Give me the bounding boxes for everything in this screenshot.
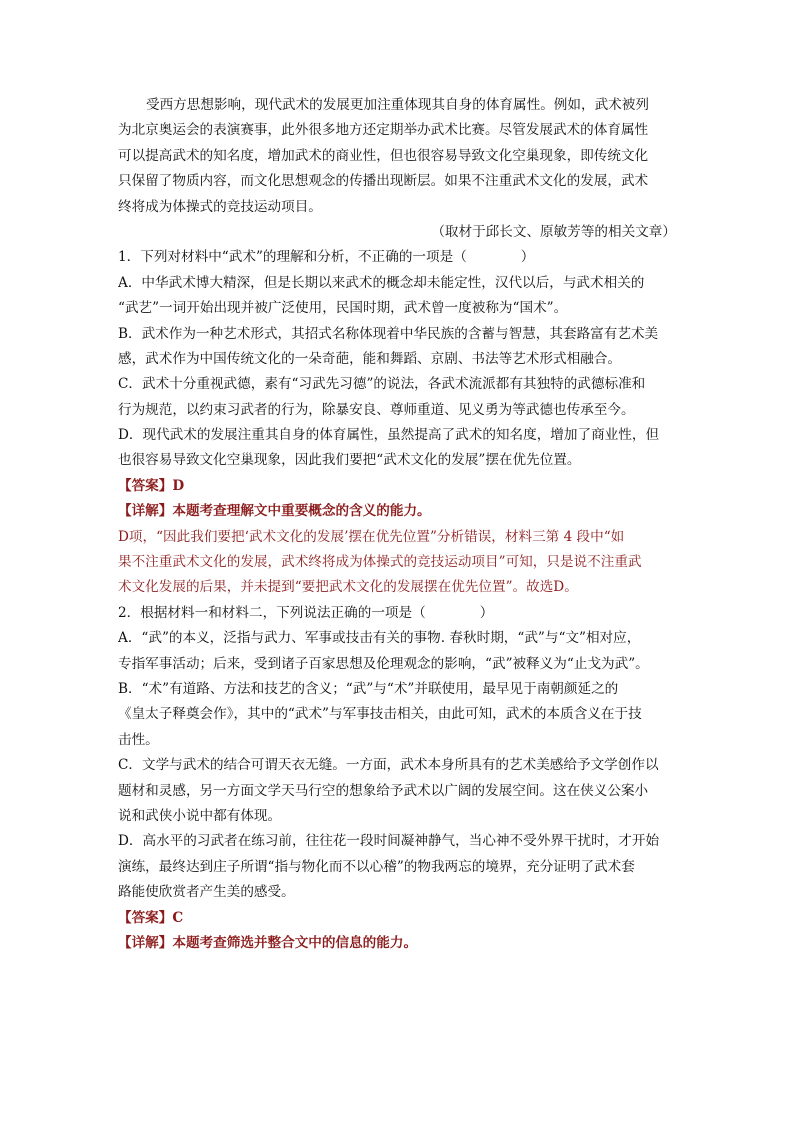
question-1-option-line: A．中华武术博大精深，但是长期以来武术的概念却未能定性，汉代以后，与武术相关的 bbox=[118, 274, 645, 291]
question-1-option-line: 行为规范，以约束习武者的行为，除暴安良、尊师重道、见义勇为等武德也传承至今。 bbox=[118, 401, 635, 418]
intro-line-4: 只保留了物质内容，而文化思想观念的传播出现断层。如果不注重武术文化的发展，武术 bbox=[118, 173, 649, 190]
question-2-answer: 【答案】C bbox=[118, 909, 184, 926]
intro-line-1: 受西方思想影响，现代武术的发展更加注重体现其自身的体育属性。例如，武术被列 bbox=[146, 97, 649, 113]
question-1-option-line: D．现代武术的发展注重其自身的体育属性，虽然提高了武术的知名度，增加了商业性，但 bbox=[118, 427, 660, 444]
question-1-explanation-line: 果不注重武术文化的发展，武术终将成为体操式的竞技运动项目”可知，只是说不注重武 bbox=[118, 554, 642, 571]
question-2-option-line: C．文学与武术的结合可谓天衣无缝。一方面，武术本身所具有的艺术美感给予文学创作以 bbox=[118, 757, 659, 774]
question-1-explanation-line: 术文化发展的后果，并未提到“要把武术文化的发展摆在优先位置”。故选D。 bbox=[118, 579, 578, 596]
question-2-option-line: 路能使欣赏者产生美的感受。 bbox=[118, 884, 295, 901]
intro-line-3: 可以提高武术的知名度，增加武术的商业性，但也很容易导致文化空巢现象，即传统文化 bbox=[118, 147, 649, 164]
question-1-answer: 【答案】D bbox=[118, 477, 185, 494]
question-2-option-line: 演练，最终达到庄子所谓“指与物化而不以心稽”的物我两忘的境界，充分证明了武术套 bbox=[118, 858, 635, 875]
question-1-stem bbox=[118, 245, 678, 270]
question-2-option-line: A．“武”的本义，泛指与武力、军事或技击有关的事物. 春秋时期，“武”与“文”相对应， bbox=[118, 630, 641, 647]
question-1-stem-text: 1．下列对材料中“武术”的理解和分析，不正确的一项是（ bbox=[118, 249, 467, 266]
source-citation: （取材于邱长文、原敏芳等的相关文章） bbox=[431, 223, 676, 240]
question-1-option-line: “武艺”一词开始出现并被广泛使用，民国时期，武术曾一度被称为“国术”。 bbox=[118, 300, 568, 317]
question-2-option-line: B．“术”有道路、方法和技艺的含义；“武”与“术”并联使用，最早见于南朝颜延之的 bbox=[118, 680, 619, 697]
question-2-option-line: 《皇太子释奠会作》，其中的“武术”与军事技击相关，由此可知，武术的本质含义在于技 bbox=[118, 706, 642, 723]
question-2-stem-text: 2．根据材料一和材料二，下列说法正确的一项是（ bbox=[118, 604, 426, 621]
question-2-option-line: 题材和灵感，另一方面文学天马行空的想象给予武术以广阔的发展空间。这在侠义公案小 bbox=[118, 782, 649, 799]
question-2-stem-close: ） bbox=[479, 604, 494, 621]
question-1-option-line: B．武术作为一种艺术形式，其招式名称体现着中华民族的含蓄与智慧，其套路富有艺术美 bbox=[118, 325, 659, 342]
question-2-option-line: D．高水平的习武者在练习前，往往花一段时间凝神静气，当心神不受外界干扰时，才开始 bbox=[118, 833, 660, 850]
question-2-option-line: 专指军事活动；后来，受到诸子百家思想及伦理观念的影响，“武”被释义为“止戈为武”。 bbox=[118, 655, 649, 672]
question-2-stem bbox=[118, 601, 678, 626]
question-1-detail: 【详解】本题考查理解文中重要概念的含义的能力。 bbox=[118, 503, 431, 520]
question-1-explanation-line: D项，“因此我们要把‘武术文化的发展’摆在优先位置”分析错误，材料三第 4 段中“如 bbox=[118, 528, 625, 545]
question-1-option-line: C．武术十分重视武德，素有“习武先习德”的说法，各武术流派都有其独特的武德标准和 bbox=[118, 376, 646, 393]
question-2-option-line: 击性。 bbox=[118, 731, 159, 748]
question-1-option-line: 也很容易导致文化空巢现象，因此我们要把“武术文化的发展”摆在优先位置。 bbox=[118, 452, 581, 469]
intro-line-5: 终将成为体操式的竞技运动项目。 bbox=[118, 198, 322, 215]
question-2-detail: 【详解】本题考查筛选并整合文中的信息的能力。 bbox=[118, 934, 418, 951]
question-1-stem-close: ） bbox=[520, 249, 535, 266]
document-page bbox=[118, 93, 678, 956]
intro-line-2: 为北京奥运会的表演赛事，此外很多地方还定期举办武术比赛。尽管发展武术的体育属性 bbox=[118, 122, 649, 139]
question-1-option-line: 感，武术作为中国传统文化的一朵奇葩，能和舞蹈、京剧、书法等艺术形式相融合。 bbox=[118, 350, 621, 367]
question-2-option-line: 说和武侠小说中都有体现。 bbox=[118, 807, 282, 824]
